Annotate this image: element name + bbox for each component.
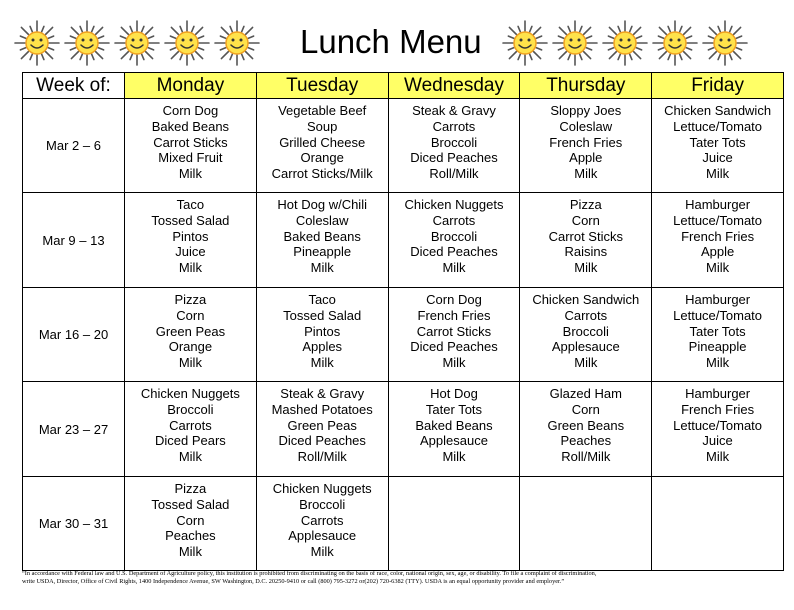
menu-item: Corn: [176, 512, 205, 528]
lunch-menu-table: [22, 72, 784, 571]
week-label: Mar 9 – 13: [23, 193, 125, 288]
menu-cell: [256, 99, 388, 193]
menu-item: Juice: [702, 433, 733, 449]
menu-header: [0, 0, 794, 72]
menu-item: Chicken Nuggets: [140, 386, 240, 401]
menu-cell: [256, 288, 388, 382]
sun-icon: [164, 20, 210, 66]
menu-item: Baked Beans: [415, 417, 493, 433]
menu-cell: [520, 382, 652, 477]
menu-item: Apples: [302, 339, 343, 355]
menu-item: Pizza: [569, 197, 602, 212]
menu-item: Hamburger: [685, 292, 751, 307]
week-row: [23, 382, 784, 477]
menu-item: Tossed Salad: [283, 307, 362, 323]
menu-item: Juice: [175, 244, 206, 260]
footer-line: write USDA, Director, Office of Civil Rights, 1400 Independence Avenue, SW Washington, D.C. 20250-9410 or call (800) 795-3272 or(202) 720-6382 (TTY). USDA is an equal opportunity provider and employer.”: [22, 578, 565, 585]
menu-item: Milk: [706, 355, 730, 371]
sun-icon: [214, 20, 260, 66]
menu-item: Corn Dog: [162, 103, 219, 118]
menu-item: Applesauce: [551, 339, 620, 355]
menu-item: Pizza: [174, 292, 207, 307]
menu-item: Glazed Ham: [549, 386, 622, 401]
menu-cell: [520, 288, 652, 382]
menu-item: Milk: [574, 260, 598, 276]
menu-cell: [652, 288, 784, 382]
menu-item: Milk: [706, 166, 730, 182]
menu-item: Vegetable Beef: [278, 103, 367, 118]
menu-item: Baked Beans: [283, 228, 361, 244]
menu-item: Carrot Sticks: [416, 323, 492, 339]
day-header-thursday: Thursday: [520, 73, 652, 99]
menu-item: Juice: [702, 150, 733, 166]
day-header-wednesday: Wednesday: [388, 73, 520, 99]
menu-item: Lettuce/Tomato: [673, 118, 763, 134]
menu-item: Broccoli: [299, 496, 346, 512]
menu-item: Tater Tots: [689, 134, 746, 150]
menu-item: Baked Beans: [151, 118, 230, 134]
menu-item: Grilled Cheese: [279, 134, 366, 150]
menu-item: Coleslaw: [295, 212, 349, 228]
menu-item: Steak & Gravy: [412, 103, 496, 118]
menu-cell: [652, 477, 784, 571]
menu-cell: [520, 193, 652, 288]
menu-item: Lettuce/Tomato: [673, 417, 763, 433]
week-label: Mar 30 – 31: [23, 477, 125, 571]
menu-item: Broccoli: [430, 134, 478, 150]
menu-item: Soup: [307, 118, 338, 134]
menu-item: Milk: [178, 544, 202, 560]
menu-item: Milk: [574, 166, 598, 182]
day-header-tuesday: Tuesday: [256, 73, 388, 99]
menu-item: Pizza: [174, 481, 207, 496]
menu-item: Chicken Sandwich: [664, 103, 772, 118]
menu-item: Hot Dog: [430, 386, 478, 401]
menu-cell: [388, 477, 520, 571]
menu-item: Mixed Fruit: [158, 150, 223, 166]
menu-item: Hot Dog w/Chili: [277, 197, 367, 212]
menu-item: Apple: [700, 244, 735, 260]
menu-item: Milk: [310, 355, 334, 371]
sun-row-right: [502, 20, 752, 66]
menu-item: Milk: [310, 260, 334, 276]
menu-item: Tossed Salad: [151, 496, 230, 512]
menu-item: Roll/Milk: [561, 449, 611, 465]
week-row: [23, 99, 784, 193]
menu-item: Roll/Milk: [297, 449, 347, 465]
menu-cell: [125, 382, 257, 477]
menu-item: Hamburger: [685, 386, 751, 401]
menu-item: Sloppy Joes: [550, 103, 622, 118]
nondiscrimination-statement: [22, 570, 792, 586]
menu-cell: [125, 99, 257, 193]
menu-item: Coleslaw: [559, 118, 613, 134]
footer-line: “In accordance with Federal law and U.S. Department of Agriculture policy, this institution is prohibited from discriminating on the basis of race, color, national origin, sex, age, or disability. To file a complaint of discrimination,: [22, 570, 597, 577]
menu-cell: [520, 99, 652, 193]
menu-item: French Fries: [681, 228, 755, 244]
menu-item: Milk: [178, 260, 202, 276]
sun-icon: [602, 20, 648, 66]
menu-item: Diced Peaches: [410, 339, 498, 355]
menu-item: Lettuce/Tomato: [673, 307, 763, 323]
menu-item: Chicken Nuggets: [404, 197, 504, 212]
sun-icon: [14, 20, 60, 66]
menu-item: Pineapple: [688, 339, 747, 355]
menu-item: Green Beans: [547, 417, 625, 433]
menu-item: Lettuce/Tomato: [673, 212, 763, 228]
menu-item: French Fries: [417, 307, 491, 323]
menu-item: Taco: [308, 292, 336, 307]
menu-item: Carrots: [432, 118, 476, 134]
menu-cell: [388, 288, 520, 382]
menu-item: Tossed Salad: [151, 212, 230, 228]
week-row: [23, 288, 784, 382]
menu-item: Carrots: [564, 307, 608, 323]
menu-item: Diced Peaches: [410, 150, 498, 166]
menu-item: Orange: [168, 339, 213, 355]
menu-item: Green Peas: [155, 323, 226, 339]
menu-item: Chicken Nuggets: [272, 481, 372, 496]
menu-cell: [520, 477, 652, 571]
menu-cell: [652, 382, 784, 477]
sun-icon: [552, 20, 598, 66]
menu-item: Tater Tots: [689, 323, 746, 339]
menu-item: Broccoli: [562, 323, 609, 339]
menu-item: Raisins: [564, 244, 608, 260]
sun-row-left: [14, 20, 264, 66]
sun-icon: [502, 20, 548, 66]
menu-item: Diced Peaches: [278, 433, 366, 449]
menu-cell: [256, 193, 388, 288]
menu-item: Carrots: [432, 212, 476, 228]
menu-item: Applesauce: [420, 433, 488, 449]
sun-icon: [114, 20, 160, 66]
menu-cell: [256, 382, 388, 477]
menu-item: Tater Tots: [425, 401, 483, 417]
sun-icon: [702, 20, 748, 66]
menu-item: Milk: [706, 260, 730, 276]
menu-cell: [388, 99, 520, 193]
menu-item: Milk: [442, 260, 466, 276]
menu-cell: [652, 99, 784, 193]
menu-item: Corn Dog: [426, 292, 482, 307]
menu-item: Carrot Sticks: [548, 228, 623, 244]
menu-item: Broccoli: [167, 401, 214, 417]
menu-item: Orange: [300, 150, 344, 166]
menu-item: Carrots: [169, 417, 212, 433]
week-label: Mar 16 – 20: [23, 288, 125, 382]
menu-item: Diced Peaches: [410, 244, 498, 260]
menu-item: Pineapple: [293, 244, 352, 260]
menu-cell: [125, 477, 257, 571]
menu-item: Carrot Sticks/Milk: [271, 166, 373, 182]
menu-item: Milk: [442, 355, 466, 371]
menu-cell: [388, 193, 520, 288]
menu-item: French Fries: [681, 401, 755, 417]
week-label: Mar 23 – 27: [23, 382, 125, 477]
menu-cell: [125, 193, 257, 288]
menu-cell: [388, 382, 520, 477]
menu-item: Mashed Potatoes: [271, 401, 373, 417]
menu-cell: [652, 193, 784, 288]
day-header-row: [23, 73, 784, 99]
week-of-header: Week of:: [23, 73, 125, 99]
menu-item: Broccoli: [430, 228, 478, 244]
sun-icon: [652, 20, 698, 66]
menu-item: Green Peas: [287, 417, 357, 433]
menu-item: Corn: [571, 212, 600, 228]
menu-cell: [256, 477, 388, 571]
menu-item: Milk: [310, 544, 334, 560]
menu-item: Milk: [178, 355, 202, 371]
menu-item: Pintos: [172, 228, 209, 244]
menu-item: Peaches: [560, 433, 612, 449]
menu-item: Milk: [178, 449, 202, 465]
menu-item: Corn: [571, 401, 600, 417]
menu-item: Chicken Sandwich: [532, 292, 640, 307]
menu-item: Milk: [574, 355, 598, 371]
menu-item: Steak & Gravy: [280, 386, 365, 401]
menu-item: Milk: [706, 449, 730, 465]
sun-icon: [64, 20, 110, 66]
menu-item: Pintos: [304, 323, 341, 339]
menu-item: Corn: [176, 307, 205, 323]
menu-item: Milk: [442, 449, 466, 465]
menu-item: Taco: [176, 197, 205, 212]
menu-item: Peaches: [165, 528, 216, 544]
menu-item: Roll/Milk: [429, 166, 479, 182]
menu-item: Diced Pears: [154, 433, 226, 449]
day-header-monday: Monday: [125, 73, 257, 99]
menu-item: French Fries: [549, 134, 623, 150]
menu-item: Hamburger: [685, 197, 751, 212]
menu-item: Milk: [178, 166, 202, 182]
menu-item: Carrots: [300, 512, 344, 528]
menu-item: Applesauce: [288, 528, 357, 544]
week-row: [23, 477, 784, 571]
day-header-friday: Friday: [652, 73, 784, 99]
week-row: [23, 193, 784, 288]
week-label: Mar 2 – 6: [23, 99, 125, 193]
menu-item: Apple: [569, 150, 603, 166]
menu-item: Carrot Sticks: [153, 134, 228, 150]
page-title: Lunch Menu: [300, 23, 482, 60]
menu-cell: [125, 288, 257, 382]
